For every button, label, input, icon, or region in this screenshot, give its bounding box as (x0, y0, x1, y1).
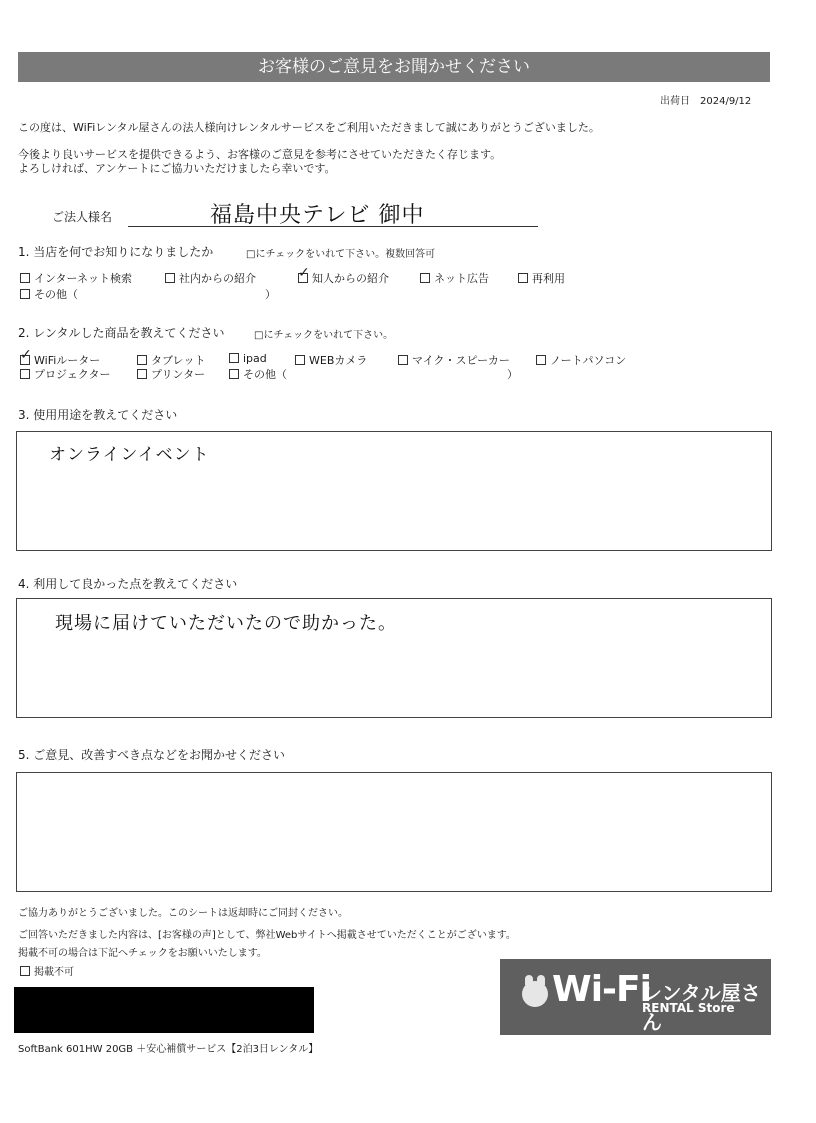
brand-logo (500, 959, 771, 1035)
company-name-underline (128, 226, 538, 227)
ship-date: 出荷日 2024/9/12 (660, 96, 752, 107)
q4-answer-box[interactable] (16, 598, 772, 718)
checkbox[interactable] (20, 369, 30, 379)
checkbox[interactable] (137, 369, 147, 379)
q1-option-other[interactable]: その他（ ） (20, 286, 276, 302)
redacted-block (14, 987, 314, 1033)
checkbox-checked[interactable] (20, 355, 30, 365)
intro-line-1: この度は、WiFiレンタル屋さんの法人様向けレンタルサービスをご利用いただきまして誠にありがとうございました。 (18, 121, 600, 134)
checkbox[interactable] (137, 355, 147, 365)
checkbox[interactable] (20, 289, 30, 299)
page-title: お客様のご意見をお聞かせください (18, 52, 770, 82)
publish-note-2: 掲載不可の場合は下記へチェックをお願いいたします。 (18, 948, 267, 959)
q2-option-other[interactable]: その他（ ） (229, 366, 518, 382)
company-label: ご法人様名 (52, 210, 113, 224)
checkbox-checked[interactable] (298, 273, 308, 283)
product-info: SoftBank 601HW 20GB ＋安心補償サービス【2泊3日レンタル】 (18, 1044, 319, 1055)
thanks-text: ご協力ありがとうございました。このシートは返却時にご同封ください。 (18, 908, 348, 919)
checkbox[interactable] (420, 273, 430, 283)
q5-answer-box[interactable] (16, 772, 772, 892)
q3-answer-box[interactable] (16, 431, 772, 551)
logo-wifi-text: Wi-Fi (552, 969, 651, 1010)
q2-option-printer[interactable]: プリンター (137, 366, 205, 382)
q4-answer-text: 現場に届けていただいたので助かった。 (55, 613, 397, 634)
checkbox[interactable] (165, 273, 175, 283)
q2-option-ipad[interactable]: ipad (229, 352, 267, 365)
logo-en-text: RENTAL Store (642, 1001, 735, 1015)
q1-option-internal[interactable]: 社内からの紹介 (165, 270, 256, 286)
q2-option-laptop[interactable]: ノートパソコン (536, 352, 626, 368)
intro-line-2: 今後より良いサービスを提供できるよう、お客様のご意見を参考にさせていただきたく存じます。 (18, 148, 502, 161)
checkbox[interactable] (229, 369, 239, 379)
q4-title: 4. 利用して良かった点を教えてください (18, 577, 238, 591)
intro-line-3: よろしければ、アンケートにご協力いただけましたら幸いです。 (18, 162, 336, 175)
checkbox[interactable] (20, 273, 30, 283)
publish-note-1: ご回答いただきました内容は、[お客様の声]として、弊社Webサイトへ掲載させていただくことがございます。 (18, 930, 516, 941)
q2-title: 2. レンタルした商品を教えてください (18, 326, 225, 340)
checkbox[interactable] (518, 273, 528, 283)
checkbox[interactable] (536, 355, 546, 365)
q1-hint: □にチェックをいれて下さい。複数回答可 (246, 249, 436, 260)
q1-option-acquaintance[interactable]: ✓ 知人からの紹介 (298, 270, 389, 286)
q2-option-wifi-router[interactable]: ✓WiFiルーター (20, 352, 100, 368)
checkbox[interactable] (229, 353, 239, 363)
q2-hint: □にチェックをいれて下さい。 (254, 330, 394, 341)
q2-option-projector[interactable]: プロジェクター (20, 366, 111, 382)
q1-option-web-ad[interactable]: ネット広告 (420, 270, 489, 286)
logo-jp-text: レンタル屋さん (642, 981, 761, 1034)
q3-title: 3. 使用用途を教えてください (18, 408, 178, 422)
company-name-field[interactable]: 福島中央テレビ 御中 (210, 203, 425, 228)
checkbox[interactable] (295, 355, 305, 365)
q2-option-web-camera[interactable]: WEBカメラ (295, 352, 367, 368)
mascot-icon (522, 981, 548, 1007)
checkbox[interactable] (20, 966, 30, 976)
q1-option-reuse[interactable]: 再利用 (518, 270, 565, 286)
checkbox[interactable] (398, 355, 408, 365)
q3-answer-text: オンラインイベント (49, 445, 210, 465)
no-publish-option[interactable]: 掲載不可 (20, 963, 74, 978)
q5-title: 5. ご意見、改善すべき点などをお聞かせください (18, 748, 286, 762)
q1-option-internet[interactable]: インターネット検索 (20, 270, 132, 286)
q2-option-tablet[interactable]: タブレット (137, 352, 205, 368)
q2-option-mic-speaker[interactable]: マイク・スピーカー (398, 352, 510, 368)
q1-title: 1. 当店を何でお知りになりましたか (18, 245, 214, 259)
